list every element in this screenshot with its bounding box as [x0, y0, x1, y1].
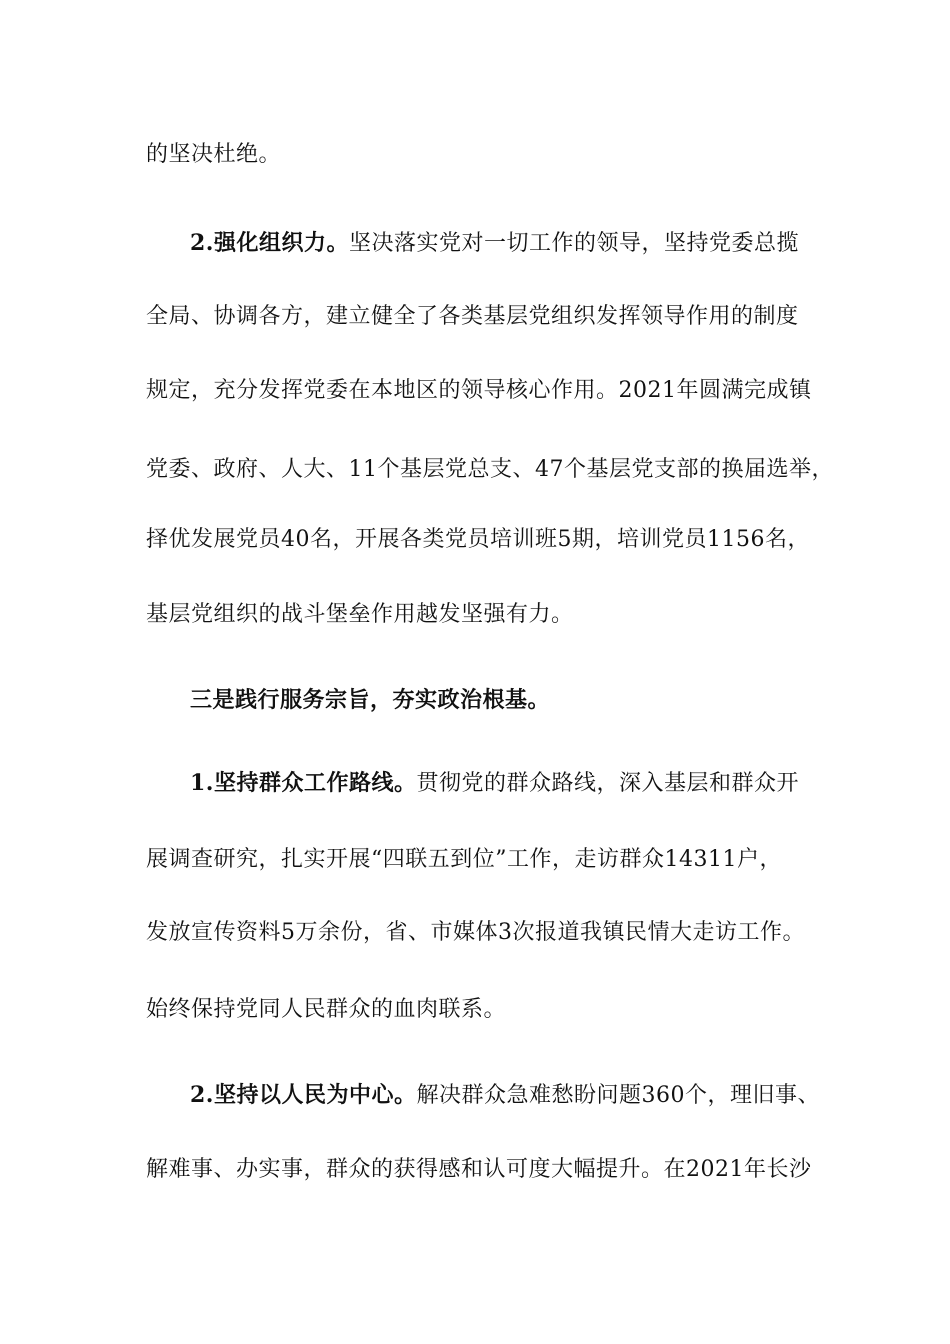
- paragraph-line: 党委、政府、人大、11个基层党总支、47个基层党支部的换届选举，: [146, 457, 834, 482]
- paragraph-line: 规定，充分发挥党委在本地区的领导核心作用。2021年圆满完成镇: [146, 378, 812, 403]
- paragraph-line: 择优发展党员40名，开展各类党员培训班5期，培训党员1156名，: [146, 527, 810, 552]
- paragraph-line: 展调查研究，扎实开展“四联五到位”工作，走访群众14311户，: [146, 847, 782, 872]
- paragraph-line: 发放宣传资料5万余份，省、市媒体3次报道我镇民情大走访工作。: [146, 920, 805, 945]
- paragraph-line: 的坚决杜绝。: [146, 142, 282, 167]
- subsection-heading: 1.坚持群众工作路线。: [190, 770, 417, 796]
- paragraph-line: 基层党组织的战斗堡垒作用越发坚强有力。: [146, 602, 574, 627]
- paragraph-line: [190, 1080, 870, 1111]
- paragraph-line: 解难事、办实事，群众的获得感和认可度大幅提升。在2021年长沙: [146, 1157, 812, 1182]
- paragraph-line: 全局、协调各方，建立健全了各类基层党组织发挥领导作用的制度: [146, 304, 799, 329]
- section-heading: 三是践行服务宗旨，夯实政治根基。: [190, 687, 551, 713]
- section-heading: 2.强化组织力。: [190, 230, 349, 256]
- paragraph-text: 坚决落实党对一切工作的领导，坚持党委总揽: [348, 231, 799, 256]
- paragraph-line: 始终保持党同人民群众的血肉联系。: [146, 997, 507, 1022]
- subsection-heading: 2.坚持以人民为中心。: [190, 1082, 417, 1108]
- paragraph-text: 解决群众急难愁盼问题360个，理旧事、: [416, 1083, 820, 1108]
- paragraph-line: [190, 228, 870, 259]
- paragraph-text: 贯彻党的群众路线，深入基层和群众开: [416, 771, 799, 796]
- paragraph-line: [190, 768, 870, 799]
